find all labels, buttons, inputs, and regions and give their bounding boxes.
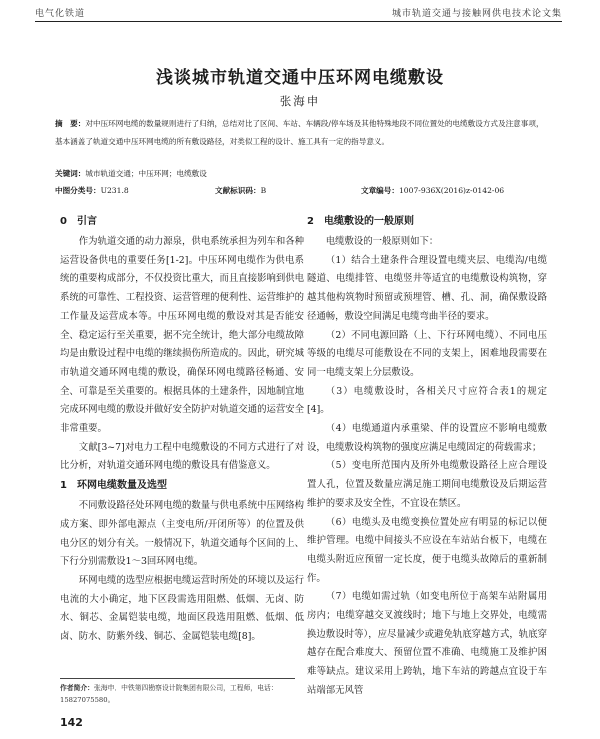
article-number: 文章编号：1007-936X(2016)z-0142-06	[361, 186, 505, 195]
paragraph: 文献[3~7]对电力工程中电缆敷设的不同方式进行了对比分析，对轨道交通环网电缆的敷设具有借鉴意义。	[60, 441, 304, 472]
paper-title: 浅谈城市轨道交通中压环网电缆敷设	[156, 68, 444, 88]
list-item: （3）电缆敷设时，各相关尺寸应符合表1的规定[4]。	[307, 385, 547, 416]
section-heading: 2 电缆敷设的一般原则	[307, 216, 414, 227]
footnote-rule	[60, 678, 295, 679]
header-rule	[35, 21, 562, 22]
list-item: （2）不同电源回路（上、下行环网电缆）、不同电压等级的电缆尽可能敷设在不同的支架上，困难地段需要在同一电缆支架上分层敷设。	[307, 329, 547, 378]
list-item: （5）变电所范围内及所外电缆敷设路径上应合理设置人孔，位置及数量应满足施工期间电缆敷设及后期运营维护的要求及安全性，不宜设在禁区。	[307, 460, 547, 509]
paragraph: 电缆敷设的一般原则如下：	[325, 236, 439, 247]
abstract-text: 对中压环网电缆的数量规则进行了归纳，总结对比了区间、车站、车辆段/停车场及其他特殊地段不同位置处的电缆敷设方式及注意事项，基本涵盖了轨道交通中压环网电缆的所有敷设路径，对类似工程的设计、施工具有一定的指导意义。	[55, 119, 544, 146]
abstract	[55, 115, 547, 150]
document-code: 文献标识码：B	[215, 186, 267, 195]
right-column	[307, 212, 547, 701]
author-footnote	[60, 682, 304, 706]
running-header-right: 城市轨道交通与接触网供电技术论文集	[391, 9, 562, 19]
footnote-text: 张海申．中铁第四勘察设计院集团有限公司，工程师，电话：15827075580。	[60, 684, 278, 704]
list-item: （6）电缆头及电缆变换位置处应有明显的标记以便维护管理。电缆中间接头不应设在车站站台板下，电缆在电缆头附近应预留一定长度，便于电缆头故障后的重新制作。	[307, 516, 547, 584]
list-item: （4）电缆通道内承重梁、伴的设置应不影响电缆敷设，电缆敷设构筑物的强度应满足电缆固定的荷载需求；	[307, 423, 547, 453]
left-column	[60, 212, 304, 647]
author: 张海申	[279, 94, 321, 108]
list-item: （1）结合土建条件合理设置电缆夹层、电缆沟/电缆隧道、电缆排管、电缆竖井等适宜的电缆敷设构筑物，穿越其他构筑物时预留或预埋管、槽、孔、洞，确保敷设路径通畅，敷设空间满足电缆弯曲半径的要求。	[307, 254, 547, 322]
paragraph: 环网电缆的选型应根据电缆运营时所处的环境以及运行电流的大小确定，地下区段需选用阻燃、低烟、无卤、防水、铜芯、金属铠装电缆，地面区段选用阻燃、低烟、低卤、防水、防紫外线、铜芯、金属铠装电缆[8]。	[60, 574, 304, 643]
paragraph: 作为轨道交通的动力源泉，供电系统承担为列车和各种运营设备供电的重要任务[1-2]。中压环网电缆作为供电系统的重要构成部分，不仅投资比重大，而且直接影响到供电系统的可靠性、工程投资、运营管理的便利性、运营维护的工作量及运营成本等。中压环网电缆的敷设对其是否能安全、稳定运行至关重要，据不完全统计，绝大部分电缆故障均是由敷设过程中电缆的继续损伤所造成的。因此，研究城市轨道交通环网电缆的敷设，确保环网电缆路径畅通、安全、可靠是至关重要的。根据具体的土建条件，因地制宜地完成环网电缆的敷设并做好安全防护对轨道交通的运营安全非常重要。	[60, 236, 304, 435]
keywords	[55, 168, 547, 179]
section-heading: 0 引言	[60, 216, 97, 227]
keywords-label: 关键词：	[55, 169, 86, 178]
list-item: （7）电缆如需过轨（如变电所位于高架车站附属用房内；电缆穿越交叉渡线时；地下与地上交界处，电缆需换边敷设时等），应尽量减少或避免轨底穿越方式，轨底穿越存在配合难度大、预留位置不准确、电缆施工及维护困难等缺点。建议采用上跨轨，地下车站的跨越点宜设于车站端部无风管	[307, 591, 547, 696]
section-heading: 1 环网电缆数量及选型	[60, 480, 167, 492]
abstract-label: 摘 要：	[55, 119, 86, 128]
paragraph: 不同敷设路径处环网电缆的数量与供电系统中压网络构成方案、即外部电源点（主变电所/开闭所等）的位置及供电分区的划分有关。一般情况下，轨道交通每个区间的上、下行分别需敷设1～3回环网电缆。	[60, 500, 304, 568]
clc-code: 中图分类号：U231.8	[55, 186, 129, 195]
footnote-label: 作者简介：	[60, 684, 94, 692]
keywords-text: 城市轨道交通；中压环网；电缆敷设	[85, 169, 207, 178]
page-number: 142	[60, 716, 83, 729]
running-header-left: 电气化铁道	[35, 9, 86, 19]
